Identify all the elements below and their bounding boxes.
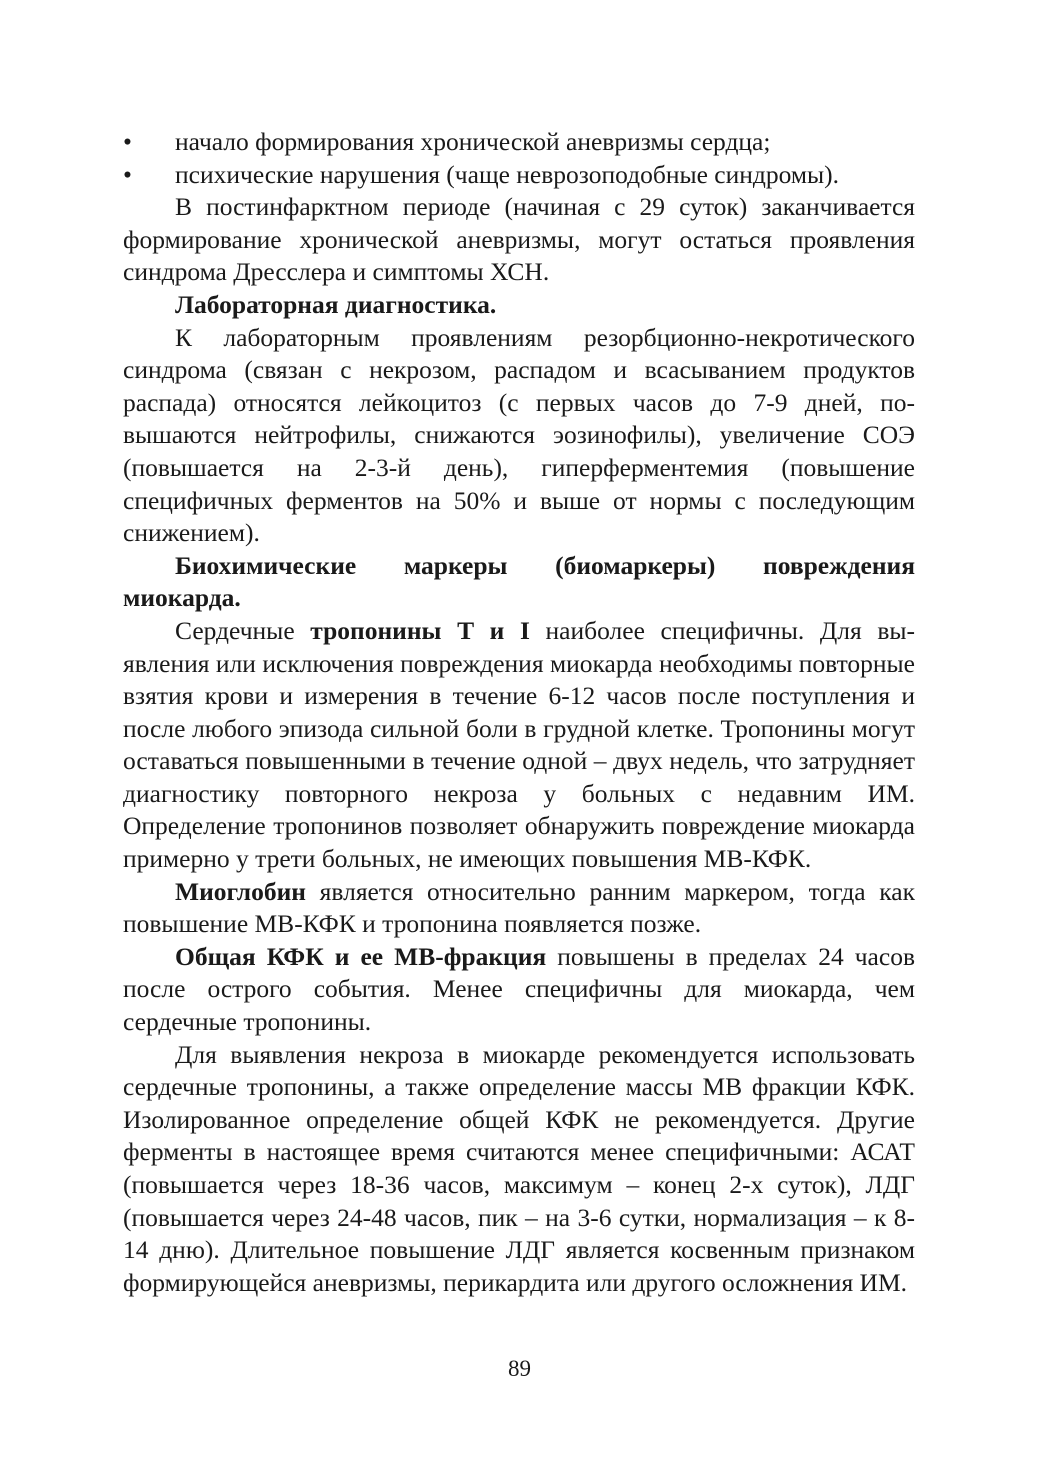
paragraph-troponins	[123, 615, 915, 876]
list-item	[123, 159, 915, 192]
page-number: 89	[508, 1356, 531, 1381]
myoglobin-bold-term: Миоглобин	[175, 876, 306, 906]
page-body	[123, 126, 915, 1299]
paragraph-necrosis-markers: Для выявления некроза в миокарде рекомендуется использовать сердечные тропонины, а также определение массы МВ фракции КФК. Изолированное определение общей КФК не рекомендуется. Другие ферменты в настоящее время считаются менее специфичными: АСАТ (повышается через 18-36 часов, максимум – конец 2-х суток), ЛДГ (повышается через 24-48 часов, пик – на 3-6 сутки, нормализация – к 8-14 дню). Длительное повышение ЛДГ является косвенным признаком формирующейся аневризмы, перикардита или другого осложнения ИМ.	[123, 1039, 915, 1297]
troponin-body-text: наиболее специфичны. Для выявления или исключения повреждения миокарда необходимы повторные взятия крови и измерения в течение 6-12 часов после поступления и после любого эпизода сильной боли в грудной клетке. Тропонины могут оставаться повышенными в течение одной – двух недель, что затрудняет диагностику повторного некроза у больных с недавним ИМ. Определение тропонинов позволяет обнаружить повреждение миокарда примерно у трети больных, не имеющих повышения МВ-КФК.	[123, 615, 915, 874]
paragraph-postinfarct: В постинфарктном периоде (начиная с 29 суток) заканчивается формирование хронической аневризмы, могут остаться проявления синдрома Дресслера и симптомы ХСН.	[123, 192, 915, 287]
heading-biomarkers: Биохимические маркеры (биомаркеры) повреждения миокарда.	[123, 550, 915, 613]
troponin-lead-text: Сердечные	[175, 615, 311, 645]
bullet-list	[123, 126, 915, 191]
paragraph-myoglobin	[123, 876, 915, 941]
troponin-bold-term: тропонины Т и I	[310, 615, 530, 645]
heading-lab-diagnostics: Лабораторная диагностика.	[175, 289, 497, 319]
list-item	[123, 126, 915, 159]
paragraph-lab-findings: К лабораторным проявлениям резорбционно-некротического синдрома (связан с некрозом, распадом и всасыванием продуктов распада) относятся лейкоцитоз (с первых часов до 7-9 дней, повышаются нейтрофилы, снижаются эозинофилы), увеличение СОЭ (повышается на 2-3-й день), гиперферментемия (повышение специфичных ферментов на 50% и выше от нормы с последующим снижением).	[123, 322, 915, 548]
bullet-marker: •	[123, 127, 132, 156]
myoglobin-body-text: является относительно ранним маркером, тогда как повышение МВ-КФК и тропонина появляется позже.	[123, 876, 915, 939]
paragraph-ck-mb	[123, 941, 915, 1039]
bullet-marker: •	[123, 159, 132, 189]
ck-bold-term: Общая КФК и ее МВ-фракция	[175, 941, 547, 971]
bullet-text: начало формирования хронической аневризмы сердца;	[175, 127, 771, 156]
ck-body-text: повышены в пределах 24 часов после острого события. Менее специфичны для миокарда, чем сердечные тропонины.	[123, 941, 915, 1037]
bullet-text: психические нарушения (чаще неврозоподобные синдромы).	[175, 159, 840, 189]
